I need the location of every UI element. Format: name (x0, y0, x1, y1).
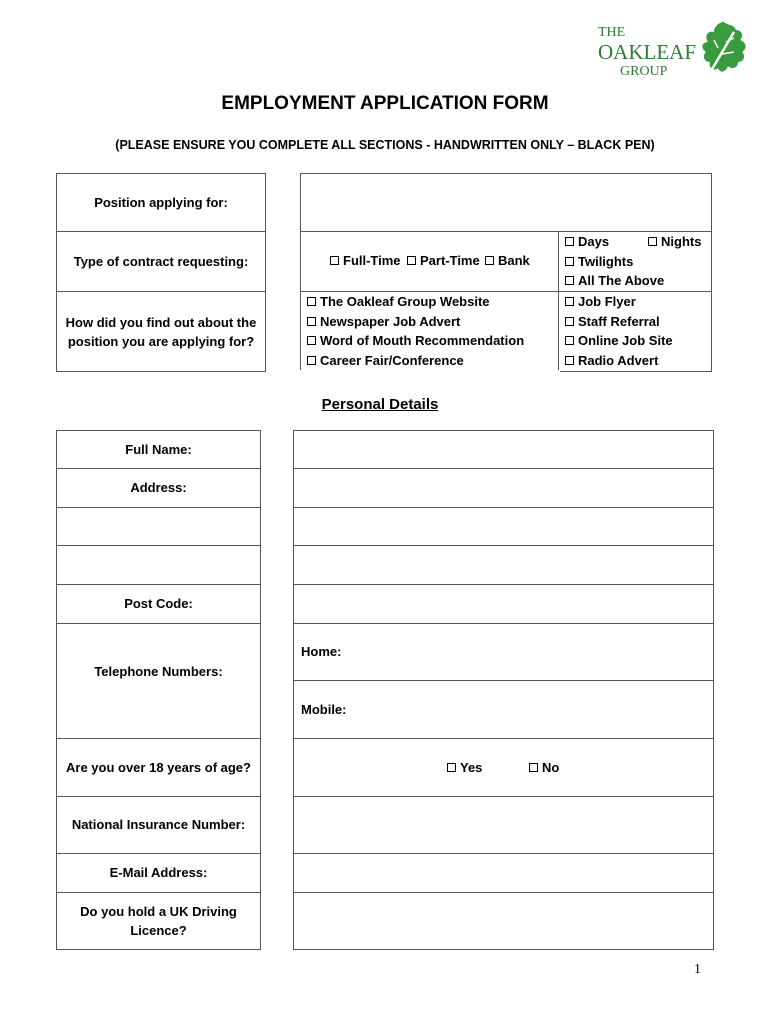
shift-twilights-option[interactable] (565, 252, 633, 271)
option-label: Full-Time (343, 253, 401, 268)
ni-number-input[interactable] (294, 797, 713, 853)
checkbox-icon[interactable] (648, 237, 657, 246)
source-label: How did you find out about the position you are applying for? (65, 314, 257, 349)
checkbox-icon[interactable] (485, 256, 494, 265)
email-input[interactable] (294, 854, 713, 892)
source-word-of-mouth-option[interactable] (307, 331, 524, 350)
option-label: Job Flyer (578, 294, 636, 309)
option-label: Newspaper Job Advert (320, 314, 461, 329)
checkbox-icon[interactable] (307, 297, 316, 306)
position-label: Position applying for: (94, 194, 228, 210)
option-label: Online Job Site (578, 333, 673, 348)
oakleaf-logo (598, 18, 750, 80)
mobile-phone-label: Mobile: (301, 702, 347, 717)
source-newspaper-option[interactable] (307, 312, 460, 331)
logo-text-group: GROUP (620, 64, 668, 79)
checkbox-icon[interactable] (407, 256, 416, 265)
position-input[interactable] (301, 174, 711, 230)
home-phone-input[interactable] (350, 624, 713, 680)
option-label: Part-Time (420, 253, 480, 268)
checkbox-icon[interactable] (529, 763, 538, 772)
option-label: Word of Mouth Recommendation (320, 333, 525, 348)
checkbox-icon[interactable] (307, 336, 316, 345)
home-phone-label: Home: (301, 644, 342, 659)
contract-bank-option[interactable] (485, 251, 530, 270)
age-yes-option[interactable] (447, 758, 482, 777)
licence-label: Do you hold a UK Driving Licence? (80, 904, 237, 938)
source-job-flyer-option[interactable] (565, 292, 636, 311)
source-radio-advert-option[interactable] (565, 351, 658, 370)
logo-text-oakleaf: OAKLEAF (598, 40, 696, 64)
page-number: 1 (694, 962, 701, 977)
option-label: Days (578, 234, 610, 249)
checkbox-icon[interactable] (565, 276, 574, 285)
mobile-phone-input[interactable] (355, 681, 713, 738)
source-website-option[interactable] (307, 292, 490, 311)
oak-leaf-icon (694, 18, 750, 80)
telephone-label: Telephone Numbers: (94, 663, 223, 679)
age-no-option[interactable] (529, 758, 559, 777)
address-input-line-3[interactable] (294, 546, 713, 584)
shift-nights-option[interactable] (648, 232, 701, 251)
checkbox-icon[interactable] (447, 763, 456, 772)
address-label: Address: (130, 480, 187, 495)
checkbox-icon[interactable] (565, 356, 574, 365)
post-code-label: Post Code: (124, 596, 193, 611)
option-label: The Oakleaf Group Website (320, 294, 490, 309)
shift-all-option[interactable] (565, 271, 664, 290)
form-title: EMPLOYMENT APPLICATION FORM (221, 93, 549, 114)
option-label: Radio Advert (578, 353, 659, 368)
checkbox-icon[interactable] (565, 257, 574, 266)
option-label: Bank (498, 253, 530, 268)
contract-fulltime-option[interactable] (330, 251, 401, 270)
address-input-line-1[interactable] (294, 469, 713, 507)
age-label: Are you over 18 years of age? (66, 759, 251, 775)
full-name-label: Full Name: (125, 441, 192, 457)
logo-text-the: THE (598, 25, 626, 40)
source-career-fair-option[interactable] (307, 351, 464, 370)
checkbox-icon[interactable] (565, 336, 574, 345)
checkbox-icon[interactable] (307, 356, 316, 365)
post-code-input[interactable] (294, 585, 713, 623)
contract-type-label: Type of contract requesting: (73, 253, 249, 269)
address-input-line-2[interactable] (294, 508, 713, 545)
option-label: Career Fair/Conference (320, 353, 464, 368)
checkbox-icon[interactable] (565, 237, 574, 246)
full-name-input[interactable] (294, 431, 713, 468)
option-label: Yes (460, 760, 483, 775)
source-online-job-site-option[interactable] (565, 331, 673, 350)
option-label: Twilights (578, 254, 634, 269)
personal-details-heading: Personal Details (321, 396, 439, 413)
licence-input[interactable] (294, 893, 713, 949)
form-instructions: (PLEASE ENSURE YOU COMPLETE ALL SECTIONS - HANDWRITTEN ONLY – BLACK PEN) (115, 138, 655, 152)
option-label: Nights (661, 234, 702, 249)
contract-parttime-option[interactable] (407, 251, 480, 270)
checkbox-icon[interactable] (565, 297, 574, 306)
shift-days-option[interactable] (565, 232, 609, 251)
option-label: All The Above (578, 273, 665, 288)
option-label: No (542, 760, 560, 775)
option-label: Staff Referral (578, 314, 660, 329)
ni-number-label: National Insurance Number: (71, 817, 246, 832)
checkbox-icon[interactable] (565, 317, 574, 326)
source-staff-referral-option[interactable] (565, 312, 660, 331)
checkbox-icon[interactable] (307, 317, 316, 326)
email-label: E-Mail Address: (109, 865, 208, 880)
checkbox-icon[interactable] (330, 256, 339, 265)
